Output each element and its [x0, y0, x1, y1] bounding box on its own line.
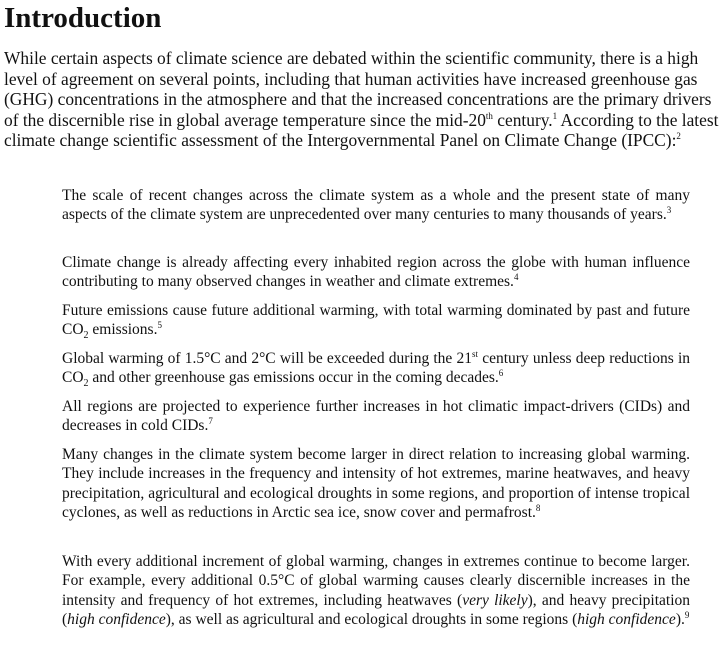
block-quote-4 [62, 349, 690, 388]
block-quote-2 [62, 253, 690, 292]
quote-text-c: ), as well as agricultural and ecological droughts in some regions ( [165, 610, 578, 628]
footnote-ref-7[interactable]: 7 [208, 416, 213, 427]
page-heading: Introduction [4, 2, 162, 34]
subscript-2: 2 [83, 378, 89, 390]
quote-text: All regions are projected to experience further increases in hot climatic impact-drivers (CIDs) and decreases in cold CIDs. [62, 398, 690, 435]
quote-text-c: and other greenhouse gas emissions occur in the coming decades. [88, 369, 499, 387]
footnote-ref-4[interactable]: 4 [513, 272, 519, 283]
footnote-ref-6[interactable]: 6 [498, 368, 504, 379]
superscript-th: th [485, 110, 493, 121]
quote-text-a: Future emissions cause future additional warming, with total warming dominated by past and future CO [62, 302, 690, 339]
quote-text-b: ), and heavy precipitation ( [62, 591, 691, 628]
quote-text: Many changes in the climate system become larger in direct relation to increasing global warming. They include increases in the frequency and intensity of hot extremes, marine heatwaves, and heavy precipitation, agricultural and ecological droughts in some regions, and proportion of intense tropical cyclones, as well as reductions in Arctic sea ice, snow cover and permafrost. [62, 446, 690, 521]
intro-text-2: century. [492, 109, 553, 130]
quote-text: Climate change is already affecting every inhabited region across the globe with human influence contributing to many observed changes in weather and climate extremes. [62, 254, 690, 291]
emphasis-very-likely: very likely [462, 591, 528, 609]
footnote-ref-2[interactable]: 2 [676, 131, 681, 142]
quote-text-a: Global warming of 1.5°C and 2°C will be exceeded during the 21 [62, 350, 472, 367]
superscript-st: st [472, 348, 479, 359]
quote-text-a: With every additional increment of global warming, changes in extremes continue to become larger. For example, every additional 0.5°C of global warming causes clearly discernible increases in the intensity and frequency of hot extremes, including heatwaves ( [62, 553, 690, 609]
footnote-ref-3[interactable]: 3 [666, 205, 672, 216]
footnote-ref-1[interactable]: 1 [552, 110, 558, 121]
intro-text-3: According to the latest climate change scientific assessment of the Intergovernmental Panel on Climate Change (IPCC): [4, 109, 719, 150]
footnote-ref-9[interactable]: 9 [684, 609, 690, 620]
quote-text-d: ). [675, 610, 685, 628]
subscript-2: 2 [83, 330, 89, 342]
intro-text-1: While certain aspects of climate science are debated within the scientific community, there is a high level of agreement on several points, including that human activities have increased greenhouse gas (GHG) concentrations in the atmosphere and that the increased concentrations are the primary drivers of the discernible rise in global average temperature since the mid-20 [4, 48, 712, 130]
block-quote-3 [62, 301, 690, 340]
emphasis-high-confidence: high confidence [577, 610, 676, 628]
block-quote-1 [62, 186, 690, 225]
footnote-ref-8[interactable]: 8 [535, 502, 541, 513]
emphasis-high-confidence: high confidence [67, 610, 166, 628]
quote-text-b: century unless deep reductions in CO [62, 350, 690, 387]
intro-paragraph [4, 48, 722, 151]
block-quote-7 [62, 552, 690, 629]
block-quote-6 [62, 445, 690, 522]
footnote-ref-5[interactable]: 5 [157, 320, 162, 331]
quote-text: The scale of recent changes across the climate system as a whole and the present state of many aspects of the climate system are unprecedented over many centuries to many thousands of years. [62, 187, 690, 224]
quote-text-b: emissions. [88, 321, 158, 339]
block-quote-5 [62, 397, 690, 436]
